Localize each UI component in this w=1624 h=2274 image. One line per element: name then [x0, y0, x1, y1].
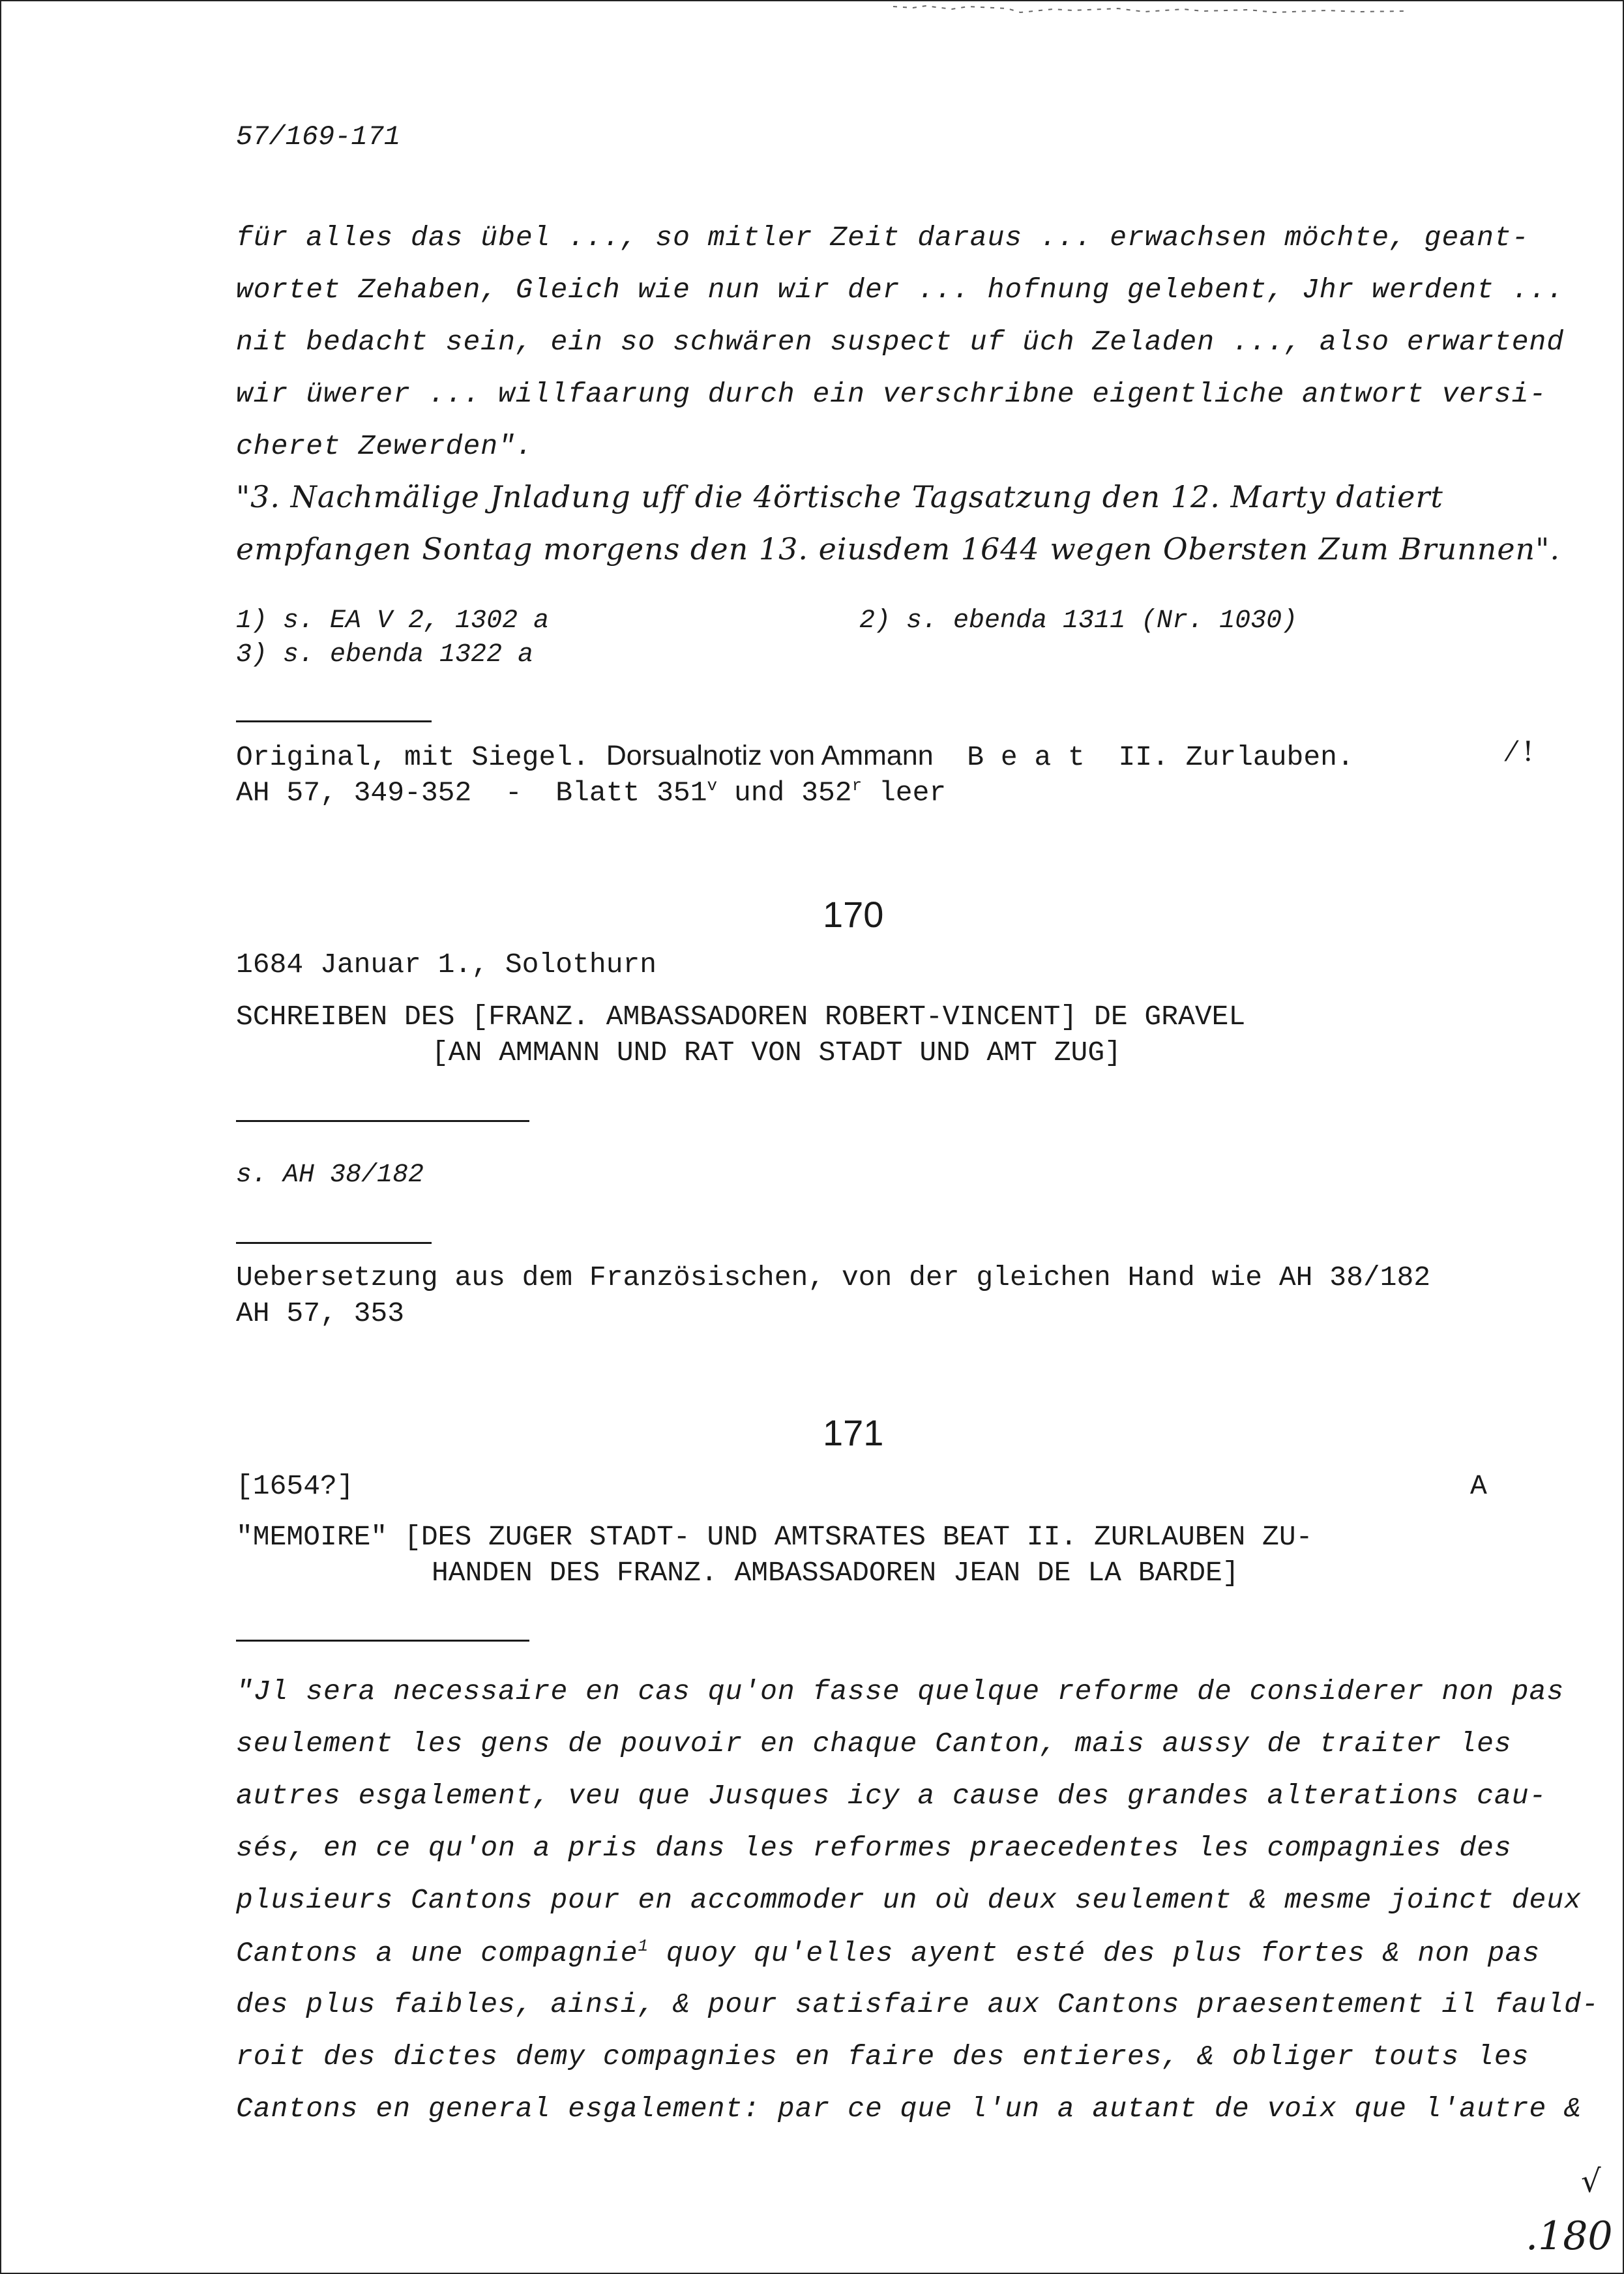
- doc170-title-1: SCHREIBEN DES [FRANZ. AMBASSADOREN ROBERT-VINCENT] DE GRAVEL: [236, 1001, 1246, 1033]
- footnote-3: 3) s. ebenda 1322 a: [236, 640, 534, 670]
- text-line: plusieurs Cantons pour en accommoder un où deux seulement & mesme joinct deux: [236, 1884, 1582, 1916]
- source-author: B e a t II. Zurlauben.: [967, 741, 1354, 773]
- document-reference: 57/169-171: [236, 121, 401, 153]
- section-rule: [236, 1120, 529, 1122]
- text-line: wir üwerer ... willfaarung durch ein verschribne eigentliche antwort versi-: [236, 378, 1547, 410]
- source-line-1: [236, 740, 1354, 773]
- text-line: für alles das übel ..., so mitler Zeit daraus ... erwachsen möchte, geant-: [236, 222, 1529, 254]
- text-line: roit des dictes demy compagnies en faire des entieres, & obliger touts les: [236, 2041, 1529, 2073]
- margin-mark: ⁄ !: [1509, 735, 1534, 767]
- source-line-2: [236, 776, 946, 808]
- doc170-title-2: [AN AMMANN UND RAT VON STADT UND AMT ZUG]: [432, 1037, 1121, 1069]
- footnote-2: 2) s. ebenda 1311 (Nr. 1030): [859, 606, 1298, 636]
- script-quote-line: empfangen Sontag morgens den 13. eiusdem 1644 wegen Obersten Zum Brunnen".: [236, 531, 1560, 567]
- text-line: nit bedacht sein, ein so schwären suspect uf üch Zeladen ..., also erwartend: [236, 326, 1565, 358]
- doc171-date: [1654?]: [236, 1470, 354, 1502]
- document-number-171: 171: [823, 1412, 884, 1453]
- text-fragment: quoy qu'elles ayent esté des plus fortes & non pas: [649, 1937, 1541, 1970]
- text-line: des plus faibles, ainsi, & pour satisfaire aux Cantons praesentement il fauld-: [236, 1988, 1599, 2020]
- text-line: wortet Zehaben, Gleich wie nun wir der ... hofnung gelebent, Jhr werdent ...: [236, 274, 1565, 306]
- check-mark: √: [1581, 2163, 1601, 2200]
- source-archive-c: leer: [862, 776, 947, 809]
- doc170-source-2: AH 57, 353: [236, 1297, 405, 1329]
- source-archive-b: und 352: [717, 776, 852, 809]
- doc171-title-1: "MEMOIRE" [DES ZUGER STADT- UND AMTSRATES BEAT II. ZURLAUBEN ZU-: [236, 1521, 1313, 1553]
- recto-mark: r: [851, 776, 863, 795]
- text-line: seulement les gens de pouvoir en chaque Canton, mais aussy de traiter les: [236, 1728, 1512, 1760]
- script-quote-line: "3. Nachmälige Jnladung uff die 4örtische Tagsatzung den 12. Marty datiert: [236, 479, 1443, 514]
- section-rule: [236, 1640, 529, 1642]
- doc171-letter: A: [1470, 1470, 1487, 1502]
- text-line: [236, 1936, 1540, 1969]
- section-rule: [236, 720, 432, 722]
- source-archive: AH 57, 349-352 - Blatt 351: [236, 776, 707, 809]
- footnote-1: 1) s. EA V 2, 1302 a: [236, 606, 550, 636]
- document-number-170: 170: [823, 894, 884, 935]
- source-dorsual: Dorsualnotiz von Ammann: [606, 740, 934, 771]
- verso-mark: v: [707, 776, 718, 795]
- page-number: .180: [1526, 2213, 1613, 2259]
- doc170-date: 1684 Januar 1., Solothurn: [236, 949, 657, 981]
- doc170-reference: s. AH 38/182: [236, 1160, 424, 1190]
- text-line: cheret Zewerden".: [236, 430, 533, 462]
- text-line: Cantons en general esgalement: par ce que l'un a autant de voix que l'autre &: [236, 2093, 1582, 2125]
- text-fragment: Cantons a une compagnie: [236, 1937, 638, 1970]
- doc171-title-2: HANDEN DES FRANZ. AMBASSADOREN JEAN DE LA BARDE]: [432, 1557, 1239, 1589]
- footnote-marker: 1: [638, 1936, 649, 1956]
- top-edge-scan-noise: [893, 3, 1415, 16]
- text-line: sés, en ce qu'on a pris dans les reformes praecedentes les compagnies des: [236, 1832, 1512, 1864]
- source-original: Original, mit Siegel.: [236, 741, 589, 773]
- doc170-source-1: Uebersetzung aus dem Französischen, von der gleichen Hand wie AH 38/182: [236, 1262, 1431, 1293]
- section-rule: [236, 1242, 432, 1244]
- text-line: autres esgalement, veu que Jusques icy a cause des grandes alterations cau-: [236, 1780, 1547, 1812]
- text-line: "Jl sera necessaire en cas qu'on fasse quelque reforme de considerer non pas: [236, 1676, 1565, 1707]
